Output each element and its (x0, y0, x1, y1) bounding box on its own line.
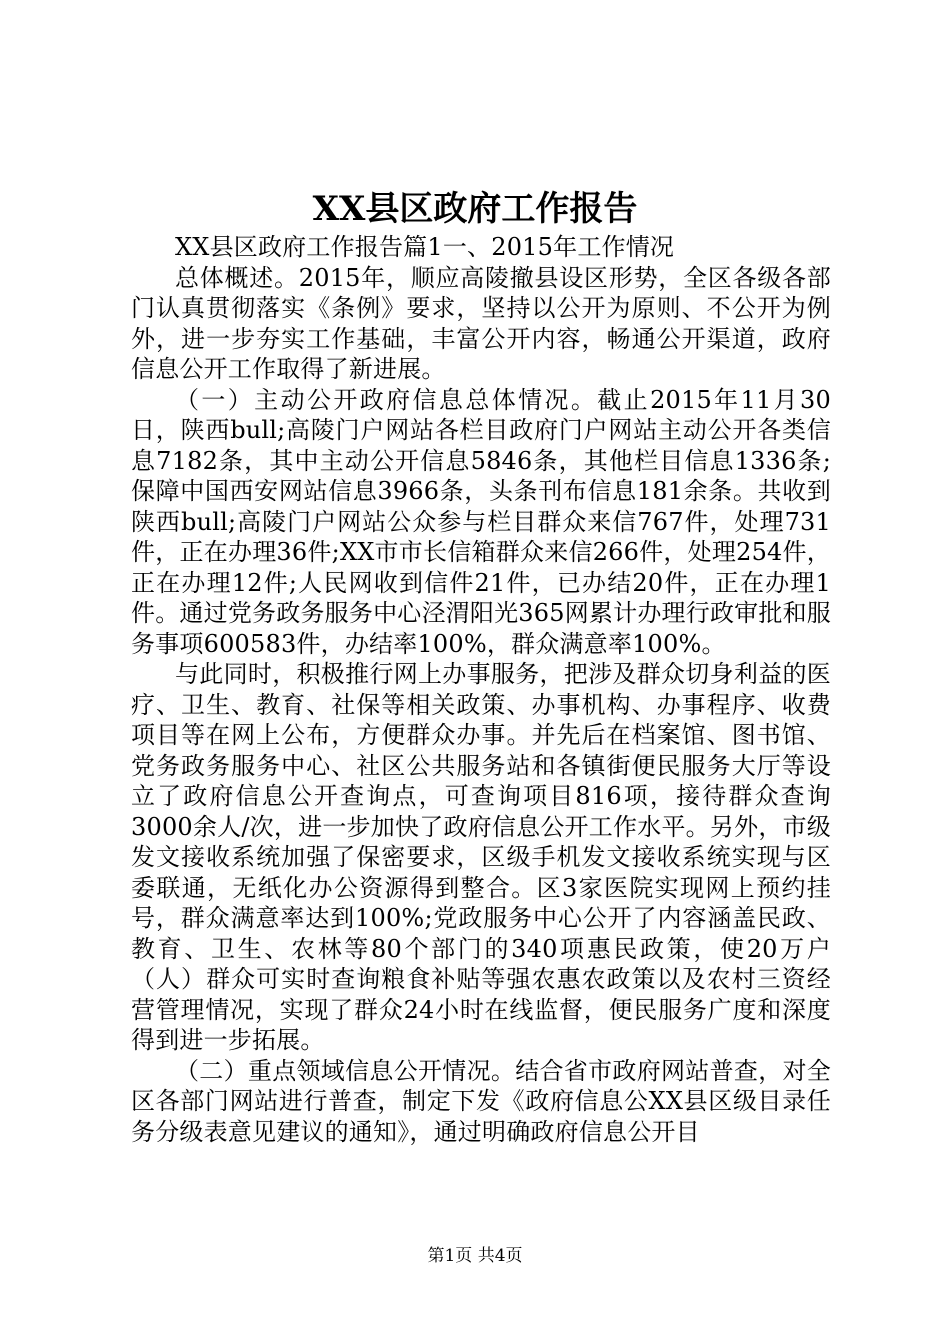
document-body (131, 232, 831, 1147)
document-title: XX县区政府工作报告 (312, 189, 638, 229)
paragraph: XX县区政府工作报告篇1一、2015年工作情况 (175, 233, 675, 261)
paragraph: （二）重点领域信息公开情况。结合省市政府网站普查，对全区各部门网站进行普查，制定下发《政府信息公XX县区级目录任务分级表意见建议的通知》，通过明确政府信息公开目 (131, 1056, 831, 1146)
paragraph: （一）主动公开政府信息总体情况。截止2015年11月30日，陕西bull;高陵门户网站各栏目政府门户网站主动公开各类信息7182条，其中主动公开信息5846条，其他栏目信息1336条;保障中国西安网站信息3966条，头条刊布信息181余条。共收到陕西bull;高陵门户网站公众参与栏目群众来信767件，处理731件，正在办理36件;XX市市长信箱群众来信266件，处理254件，正在办理12件;人民网收到信件21件，已办结20件，正在办理1件。通过党务政务服务中心泾渭阳光365网累计办理行政审批和服务事项600583件，办结率100%，群众满意率100%。 (131, 385, 831, 658)
page-number-footer: 第1页 共4页 (427, 1246, 523, 1266)
paragraph: 总体概述。2015年，顺应高陵撤县设区形势，全区各级各部门认真贯彻落实《条例》要求，坚持以公开为原则、不公开为例外，进一步夯实工作基础，丰富公开内容，畅通公开渠道，政府信息公开工作取得了新进展。 (131, 263, 831, 383)
paragraph: 与此同时，积极推行网上办事服务，把涉及群众切身利益的医疗、卫生、教育、社保等相关政策、办事机构、办事程序、收费项目等在网上公布，方便群众办事。并先后在档案馆、图书馆、党务政务服务中心、社区公共服务站和各镇街便民服务大厅等设立了政府信息公开查询点，可查询项目816项，接待群众查询3000余人/次，进一步加快了政府信息公开工作水平。另外，市级发文接收系统加强了保密要求，区级手机发文接收系统实现与区委联通，无纸化办公资源得到整合。区3家医院实现网上预约挂号，群众满意率达到100%;党政服务中心公开了内容涵盖民政、教育、卫生、农林等80个部门的340项惠民政策，使20万户（人）群众可实时查询粮食补贴等强农惠农政策以及农村三资经营管理情况，实现了群众24小时在线监督，便民服务广度和深度得到进一步拓展。 (131, 660, 831, 1054)
